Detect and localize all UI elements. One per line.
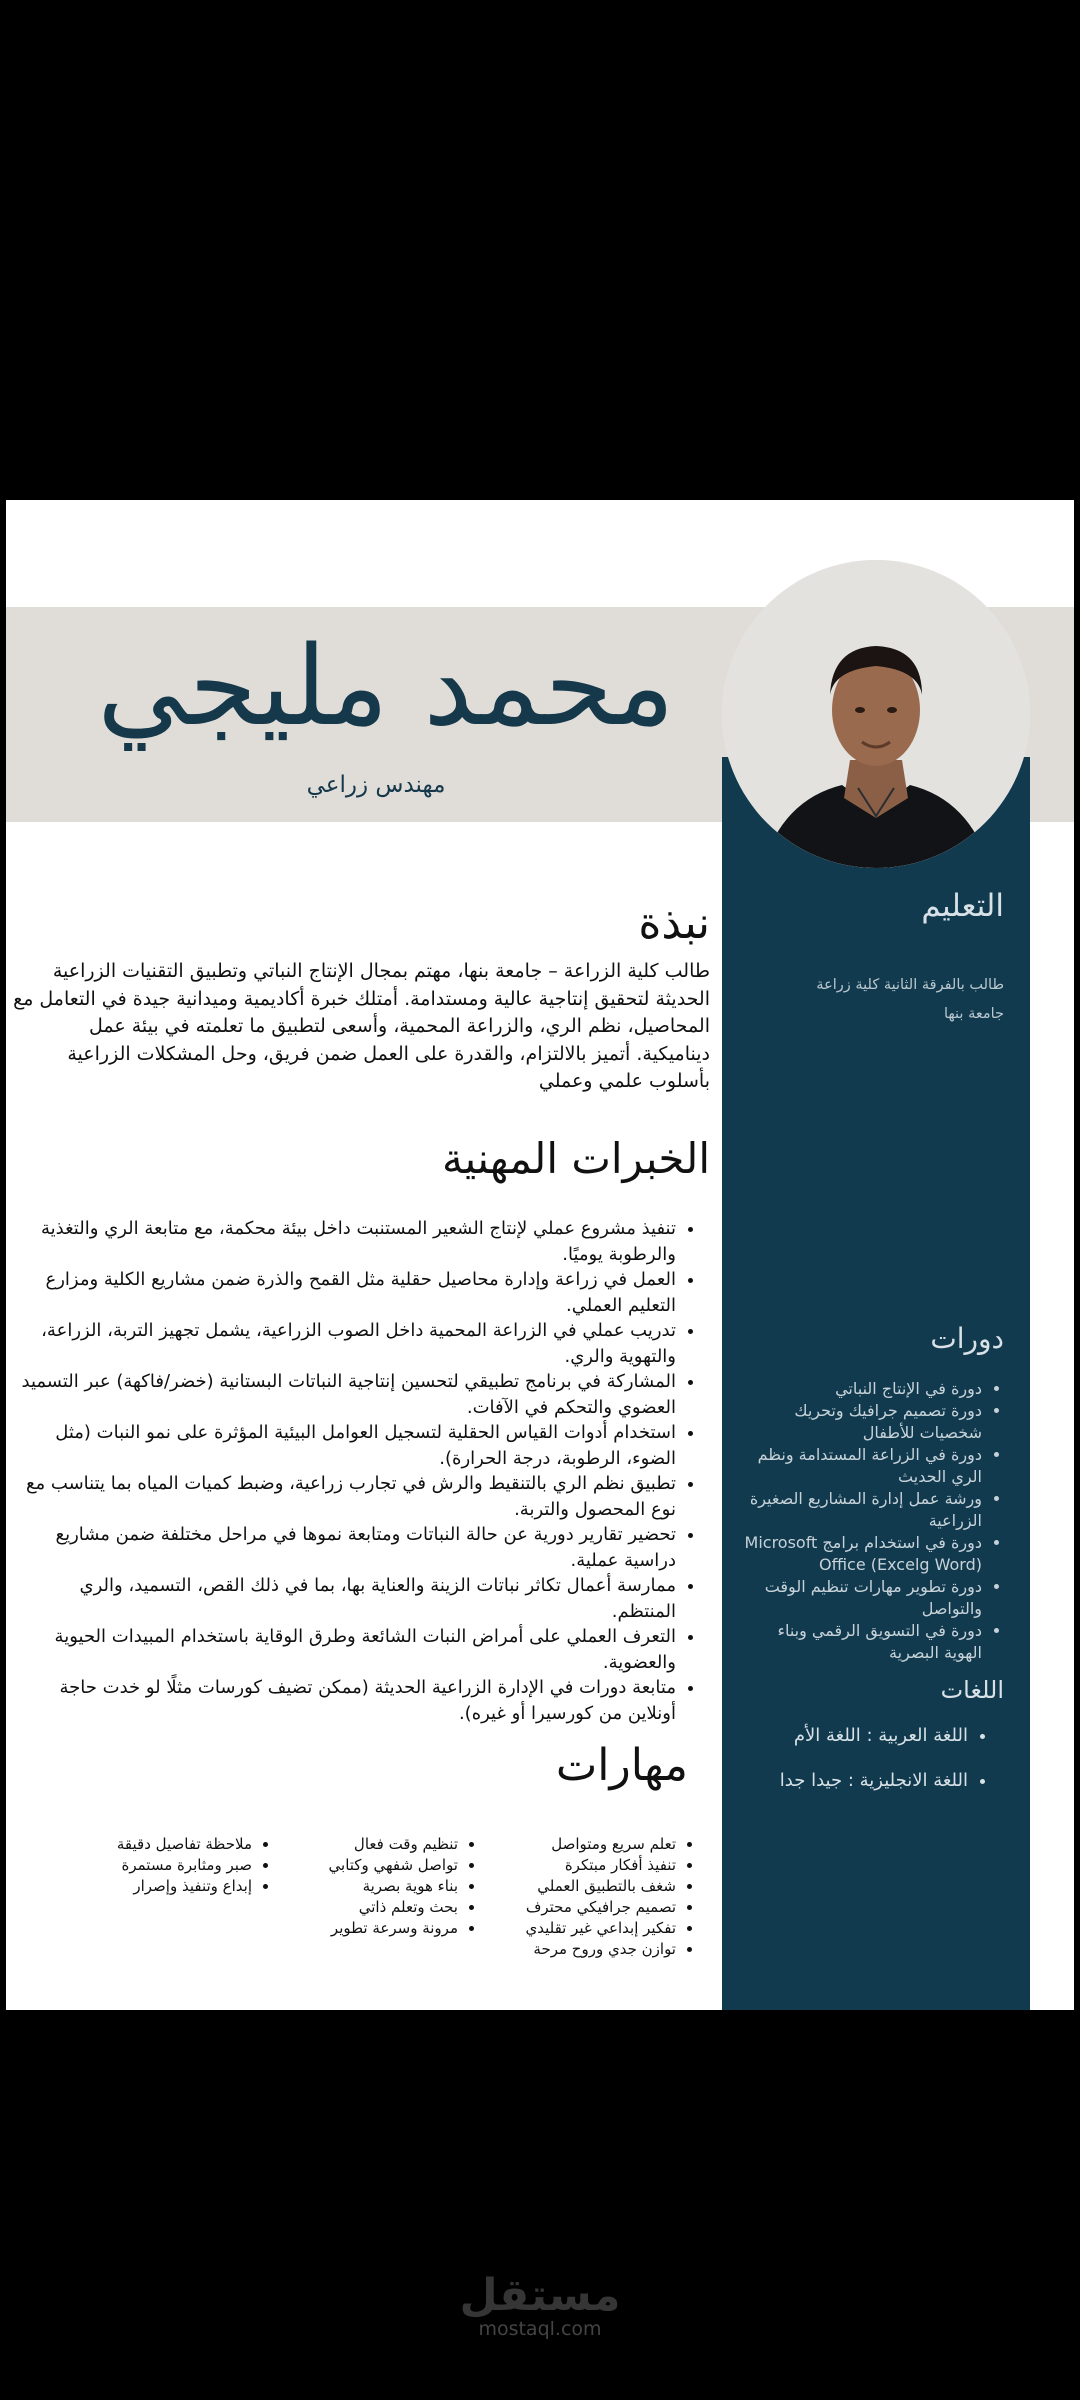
- list-item: • ممارسة أعمال تكاثر نباتات الزينة والعناية بها، بما في ذلك القص، التسميد، والري المنتظم.: [10, 1573, 676, 1624]
- skills-heading: مهارات: [555, 1740, 688, 1791]
- list-item: • دورة في الإنتاج النباتي: [742, 1378, 982, 1400]
- person-name: محمد مليجي: [97, 622, 675, 750]
- education-line-1: طالب بالفرقة الثانية كلية زراعة: [816, 977, 1004, 993]
- person-portrait-icon: [722, 560, 1030, 868]
- list-item: • ورشة عمل إدارة المشاريع الصغيرة الزراعية: [742, 1488, 982, 1532]
- cv-page: [6, 500, 1074, 2010]
- list-item: • إبداع وتنفيذ وإصرار: [56, 1876, 252, 1897]
- list-item: • شغف بالتطبيق العملي: [466, 1876, 676, 1897]
- list-item: • تحضير تقارير دورية عن حالة النباتات ومتابعة نموها في مراحل مختلفة ضمن مشاريع دراسية عملية.: [10, 1522, 676, 1573]
- list-item: • تفكير إبداعي غير تقليدي: [466, 1918, 676, 1939]
- list-item: • تدريب عملي في الزراعة المحمية داخل الصوب الزراعية، يشمل تجهيز التربة، الزراعة، والتهوية والري.: [10, 1318, 676, 1369]
- list-item: • المشاركة في برنامج تطبيقي لتحسين إنتاجية النباتات البستانية (خضر/فاكهة) عبر التسميد العضوي والتحكم في الآفات.: [10, 1369, 676, 1420]
- list-item: • اللغة الانجليزية : جيدا جدا: [742, 1769, 968, 1792]
- watermark-arabic: مستقل: [459, 2270, 621, 2321]
- list-item: • متابعة دورات في الإدارة الزراعية الحديثة (ممكن تضيف كورسات مثلًا لو خدت حاجة أونلاين من كورسيرا أو غيره).: [10, 1675, 676, 1726]
- list-item: • دورة في التسويق الرقمي وبناء الهوية البصرية: [742, 1620, 982, 1664]
- experience-heading: الخبرات المهنية: [442, 1134, 710, 1183]
- education-heading: التعليم: [921, 888, 1004, 924]
- education-line-2: جامعة بنها: [943, 1006, 1004, 1023]
- list-item: • تطبيق نظم الري بالتنقيط والرش في تجارب زراعية، وضبط كميات المياه بما يتناسب مع نوع المحصول والتربة.: [10, 1471, 676, 1522]
- list-item: • تنفيذ مشروع عملي لإنتاج الشعير المستنبت داخل بيئة محكمة، مع متابعة الري والتغذية والرطوبة يوميًا.: [10, 1216, 676, 1267]
- list-item: • اللغة العربية : اللغة الأم: [742, 1724, 968, 1747]
- education-text: [742, 974, 1004, 1026]
- list-item: • العمل في زراعة وإدارة محاصيل حقلية مثل القمح والذرة ضمن مشاريع الكلية ومزارع التعليم العملي.: [10, 1267, 676, 1318]
- list-item: • تصميم جرافيكي محترف: [466, 1897, 676, 1918]
- list-item: • التعرف العملي على أمراض النبات الشائعة وطرق الوقاية باستخدام المبيدات الحيوية والعضوية.: [10, 1624, 676, 1675]
- about-text: طالب كلية الزراعة – جامعة بنها، مهتم بمجال الإنتاج النباتي وتطبيق التقنيات الزراعية الحديثة لتحقيق إنتاجية عالية ومستدامة. أمتلك خبرة أكاديمية وميدانية جيدة في التعامل مع المحاصيل، نظم الري، والزراعة المحمية، وأسعى لتطبيق ما تعلمته في بيئة عمل ديناميكية. أتميز بالالتزام، والقدرة على العمل ضمن فريق، وحل المشكلات الزراعية بأسلوب علمي وعملي: [13, 960, 710, 1092]
- list-item: • توازن جدي وروح مرحة: [466, 1939, 676, 1960]
- list-item: • تنظيم وقت فعال: [268, 1834, 458, 1855]
- profile-photo: [722, 560, 1030, 868]
- mostaql-watermark: [440, 2270, 640, 2341]
- languages-heading: اللغات: [940, 1676, 1004, 1704]
- list-item: • بحث وتعلم ذاتي: [268, 1897, 458, 1918]
- list-item: • دورة في الزراعة المستدامة ونظم الري الحديث: [742, 1444, 982, 1488]
- job-title: مهندس زراعي: [306, 772, 446, 798]
- list-item: • ملاحظة تفاصيل دقيقة: [56, 1834, 252, 1855]
- list-item: • دورة في استخدام برامج Microsoft Office (Excelg Word): [742, 1532, 982, 1576]
- list-item: • تواصل شفهي وكتابي: [268, 1855, 458, 1876]
- list-item: • دورة تطوير مهارات تنظيم الوقت والتواصل: [742, 1576, 982, 1620]
- list-item: • تنفيذ أفكار مبتكرة: [466, 1855, 676, 1876]
- list-item: • صبر ومثابرة مستمرة: [56, 1855, 252, 1876]
- watermark-latin: mostaql.com: [478, 2318, 602, 2340]
- experience-list: [10, 1216, 700, 1726]
- list-item: • دورة تصميم جرافيك وتحريك شخصيات للأطفال: [742, 1400, 982, 1444]
- list-item: • مرونة وسرعة تطوير: [268, 1918, 458, 1939]
- skills-column-1: [466, 1834, 694, 1960]
- courses-list: [742, 1378, 1004, 1664]
- list-item: • استخدام أدوات القياس الحقلية لتسجيل العوامل البيئية المؤثرة على نمو النبات (مثل الضوء، الرطوبة، درجة الحرارة).: [10, 1420, 676, 1471]
- skills-column-2: [268, 1834, 476, 1939]
- courses-heading: دورات: [930, 1322, 1004, 1355]
- list-item: • بناء هوية بصرية: [268, 1876, 458, 1897]
- list-item: • تعلم سريع ومتواصل: [466, 1834, 676, 1855]
- languages-list: [742, 1724, 1004, 1814]
- about-heading: نبذة: [638, 898, 710, 949]
- skills-column-3: [56, 1834, 270, 1897]
